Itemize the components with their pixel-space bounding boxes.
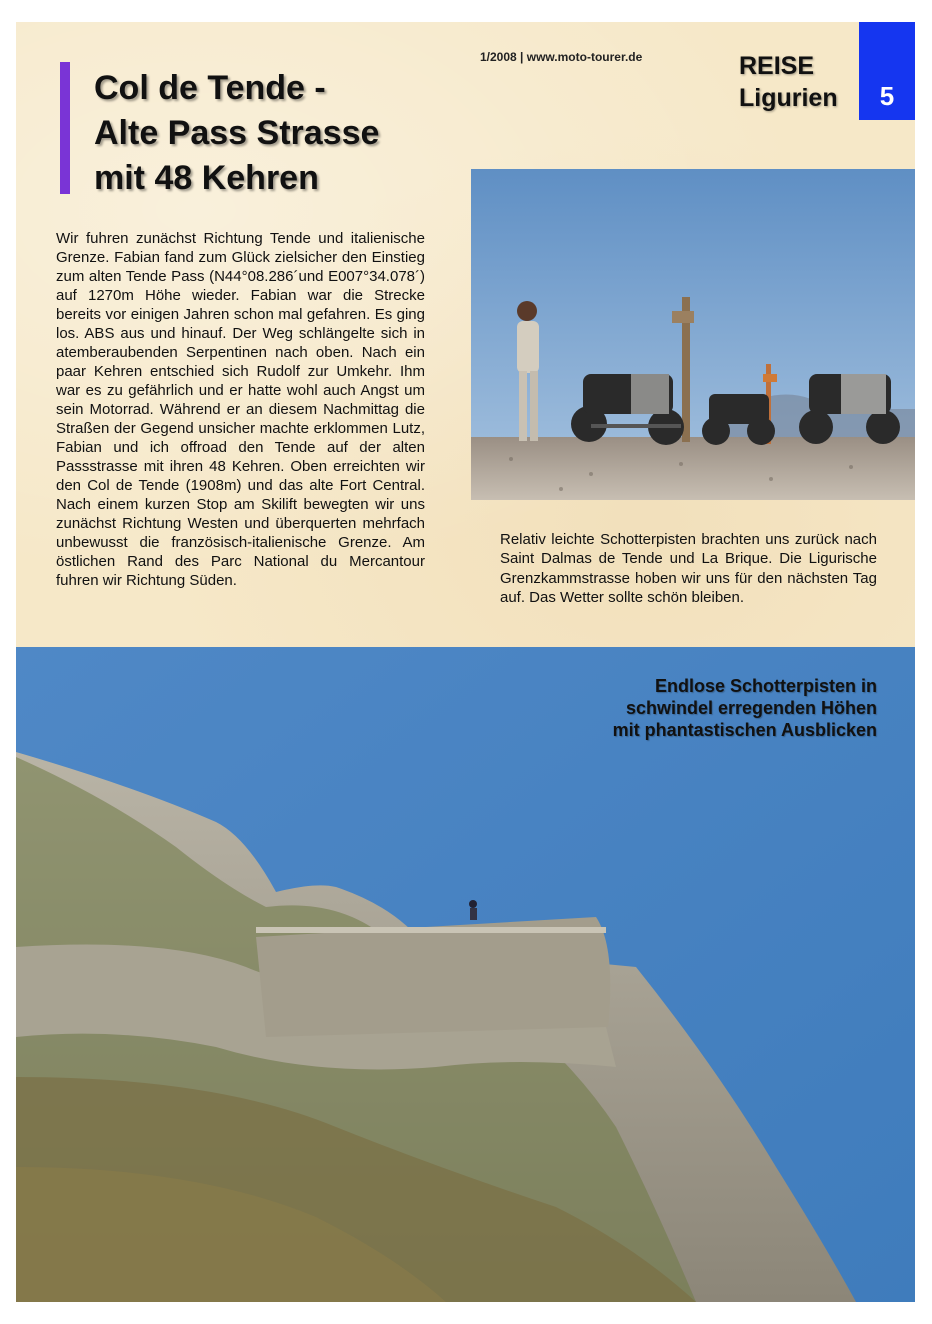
caption-line-2: schwindel erregenden Höhen: [625, 698, 877, 718]
photo-caption: [613, 675, 877, 741]
page-number-badge: [859, 22, 915, 120]
title-accent-bar: [60, 62, 70, 194]
motorcycles-photo: [471, 169, 915, 500]
article-body: Wir fuhren zunächst Richtung Tende und italienische Grenze. Fabian fand zum Glück zielsicher den Einstieg zum alten Tende Pass (N44°08.286´und E007°34.078´) auf 1270m Höhe wieder. Fabian war die Strecke bereits vor einigen Jahren schon mal gefahren. Es ging los. ABS aus und hinauf. Der Weg schlängelte sich in atemberaubenden Serpentinen nach oben. Nach ein paar Kehren entschied sich Rudolf zur Umkehr. Ihm war es zu gefährlich und er hatte wohl auch Angst um sein Motorrad. Während er an diesem Nachmittag die Straßen der Gegend unsicher machte erklommen Lutz, Fabian und ich offroad den Tende auf der alten Passstrasse mit ihren 48 Kehren. Oben erreichten wir den Col de Tende (1908m) und das alte Fort Central. Nach einem kurzen Stop am Skilift bewegten wir uns zunächst Richtung Westen und überquerten mehrfach unbewusst die französisch-italienische Grenze. Am östlichen Rand des Parc National du Mercantour fuhren wir Richtung Süden.: [56, 230, 425, 589]
page-number: 5: [879, 81, 895, 111]
caption-line-3: mit phantastischen Ausblicken: [612, 720, 877, 740]
side-text: Relativ leichte Schotterpisten brachten uns zurück nach Saint Dalmas de Tende und La Brique. Die Ligurische Grenzkammstrasse hoben wir uns für den nächsten Tag auf. Das Wetter sollte schön bleiben.: [500, 531, 877, 606]
article-title: [94, 66, 379, 201]
fort-road-photo: [16, 647, 915, 1302]
issue-line: 1/2008 | www.moto-tourer.de: [480, 50, 643, 64]
magazine-page: [16, 22, 915, 1302]
region-label: Ligurien: [739, 84, 838, 112]
title-line-1: Col de Tende -: [94, 69, 326, 107]
section-label: REISE: [739, 52, 815, 80]
title-line-2: Alte Pass Strasse: [94, 114, 380, 152]
title-line-3: mit 48 Kehren: [94, 159, 319, 197]
caption-line-1: Endlose Schotterpisten in: [654, 676, 877, 696]
